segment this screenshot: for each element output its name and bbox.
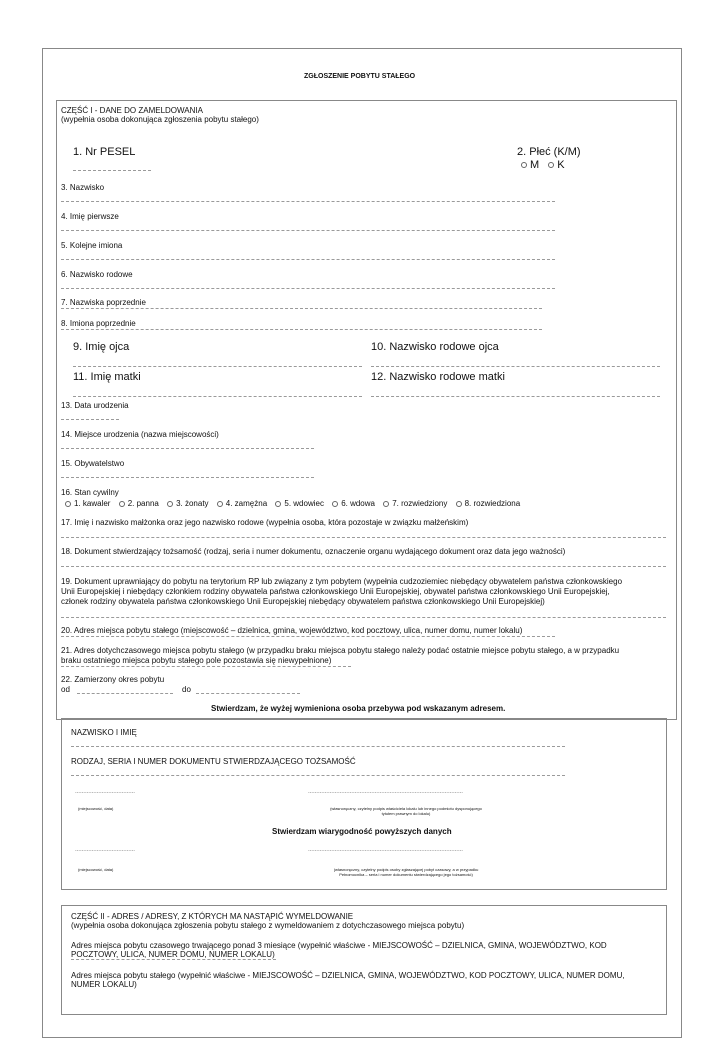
surname-label: 3. Nazwisko — [61, 183, 105, 192]
confirm-statement: Stwierdzam, że wyżej wymieniona osoba przebywa pod wskazanym adresem. — [211, 704, 506, 713]
declarant-place-date-dots[interactable]: ……………………………… — [75, 847, 135, 853]
father-surname-field[interactable] — [371, 366, 660, 367]
previous-address-label-2: braku ostatniego miejsca pobytu stałego pole pozostawia się niewypełnione) — [61, 656, 332, 665]
birth-date-field[interactable] — [61, 419, 119, 420]
marital-radio-5[interactable] — [275, 501, 281, 507]
marital-radio-2[interactable] — [119, 501, 125, 507]
declarant-signature-dots[interactable]: ………………………………………………………………………………… — [308, 847, 463, 853]
stay-to-field[interactable] — [196, 693, 300, 694]
permanent-address-field[interactable] — [61, 636, 555, 637]
residence-doc-label-1: 19. Dokument uprawniający do pobytu na terytorium RP lub związany z tym pobytem (wypełnia cudzoziemiec niebędący obywatelem państwa członkowskiego — [61, 577, 623, 586]
marital-option-3: 3. żonaty — [176, 499, 209, 508]
id-document-field[interactable] — [61, 566, 666, 567]
father-surname-label: 10. Nazwisko rodowe ojca — [371, 341, 499, 353]
marital-radio-4[interactable] — [217, 501, 223, 507]
temp-address-label-2: POCZTOWY, ULICA, NUMER DOMU, NUMER LOKALU) — [71, 950, 275, 959]
birth-place-label: 14. Miejsce urodzenia (nazwa miejscowości) — [61, 430, 219, 439]
marital-status-label: 16. Stan cywilny — [61, 488, 119, 497]
owner-box — [61, 718, 667, 890]
temp-address-label-1: Adres miejsca pobytu czasowego trwającego ponad 3 miesiące (wypełnić właściwe - MIEJSCOWOŚĆ – DZIELNICA, GMINA, WOJEWÓDZTWO, KOD — [71, 941, 607, 950]
owner-signature-dots[interactable]: ………………………………………………………………………………… — [308, 789, 463, 795]
declarant-signature-caption-line-1: (własnoręczny, czytelny podpis osoby zgłaszającej pobyt czasowy, a w przypadku — [333, 867, 479, 872]
part1-subheading: (wypełnia osoba dokonująca zgłoszenia pobytu stałego) — [61, 115, 259, 124]
owner-name-label: NAZWISKO I IMIĘ — [71, 728, 137, 737]
owner-doc-field[interactable] — [71, 775, 565, 776]
father-name-label: 9. Imię ojca — [73, 341, 130, 353]
marital-option-1: 1. kawaler — [74, 499, 111, 508]
mother-surname-field[interactable] — [371, 396, 660, 397]
sex-label: 2. Płeć (K/M) — [517, 146, 581, 158]
residence-doc-label-2: Unii Europejskiej i niebędący członkiem rodziny obywatela państwa członkowskiego Unii Europejskiej, obywatel państwa członkowskiego Unii Europejskiej, — [61, 587, 610, 596]
sex-k-radio[interactable] — [548, 162, 554, 168]
authenticity-statement: Stwierdzam wiarygodność powyższych danych — [272, 827, 452, 836]
marital-option-4: 4. zamężna — [225, 499, 268, 508]
previous-address-label-1: 21. Adres dotychczasowego miejsca pobytu stałego (w przypadku braku miejsca pobytu stałego należy podać ostatnie miejsce pobytu stałego, a w przypadku — [61, 646, 620, 655]
marital-radio-7[interactable] — [383, 501, 389, 507]
owner-name-field[interactable] — [71, 746, 565, 747]
previous-surnames-field[interactable] — [61, 308, 542, 309]
birth-date-label: 13. Data urodzenia — [61, 401, 129, 410]
mother-name-label: 11. Imię matki — [73, 371, 141, 383]
owner-signature-caption-line-2: tytułem prawnym do lokalu) — [381, 811, 431, 816]
marital-radio-3[interactable] — [167, 501, 173, 507]
permanent-address-label: 20. Adres miejsca pobytu stałego (miejscowość – dzielnica, gmina, województwo, kod pocztowy, ulica, numer domu, numer lokalu) — [61, 626, 523, 635]
sex-options — [521, 159, 565, 172]
stay-to-label: do — [182, 685, 191, 694]
previous-names-field[interactable] — [61, 329, 542, 330]
previous-surnames-label: 7. Nazwiska poprzednie — [61, 298, 146, 307]
residence-doc-label-3: członek rodziny obywatela państwa członkowskiego Unii Europejskiej niebędący obywatelem państwa członkowskiego Unii Europejskiej) — [61, 597, 545, 606]
previous-names-label: 8. Imiona poprzednie — [61, 319, 136, 328]
part2-heading: CZĘŚĆ II - ADRES / ADRESY, Z KTÓRYCH MA NASTĄPIĆ WYMELDOWANIE — [71, 912, 354, 921]
part2-subheading: (wypełnia osoba dokonująca zgłoszenia pobytu stałego z wymeldowaniem z dotychczasowego miejsca pobytu) — [71, 921, 465, 930]
sex-k-label: K — [557, 159, 565, 171]
previous-address-field[interactable] — [61, 666, 351, 667]
marital-option-2: 2. panna — [127, 499, 159, 508]
marital-radio-6[interactable] — [332, 501, 338, 507]
marital-option-6: 6. wdowa — [341, 499, 375, 508]
maiden-name-field[interactable] — [61, 288, 555, 289]
citizenship-label: 15. Obywatelstwo — [61, 459, 125, 468]
part1-heading: CZĘŚĆ I - DANE DO ZAMELDOWANIA — [61, 106, 203, 115]
other-names-field[interactable] — [61, 259, 555, 260]
marital-option-5: 5. wdowiec — [284, 499, 324, 508]
owner-place-date-dots[interactable]: ……………………………… — [75, 789, 135, 795]
maiden-name-label: 6. Nazwisko rodowe — [61, 270, 133, 279]
first-name-field[interactable] — [61, 230, 555, 231]
birth-place-field[interactable] — [61, 448, 314, 449]
marital-option-7: 7. rozwiedziony — [392, 499, 448, 508]
id-document-label: 18. Dokument stwierdzający tożsamość (rodzaj, seria i numer dokumentu, oznaczenie organu wydającego dokument oraz data jego ważności) — [61, 547, 566, 556]
perm-address-label-1: Adres miejsca pobytu stałego (wypełnić właściwe - MIEJSCOWOŚĆ – DZIELNICA, GMINA, WOJEWÓDZTWO, KOD POCZTOWY, ULICA, NUMER DOMU, — [71, 971, 625, 980]
marital-radio-8[interactable] — [456, 501, 462, 507]
owner-signature-caption-line-1: (własnoręczny, czytelny podpis właściciela lokalu lub innego podmiotu dysponującego — [330, 806, 482, 811]
declarant-signature-caption-line-2: Pełnomocnika – seria i numer dokumentu stwierdzającego jego tożsamość) — [339, 872, 473, 877]
sex-m-label: M — [530, 159, 540, 171]
residence-doc-field[interactable] — [61, 617, 666, 618]
mother-name-field[interactable] — [73, 396, 362, 397]
declarant-signature-caption — [296, 867, 516, 877]
owner-place-date-caption: (miejscowość, data) — [78, 806, 114, 811]
owner-doc-label: RODZAJ, SERIA I NUMER DOKUMENTU STWIERDZAJĄCEGO TOŻSAMOŚĆ — [71, 757, 356, 766]
citizenship-field[interactable] — [61, 477, 314, 478]
form-title: ZGŁOSZENIE POBYTU STAŁEGO — [304, 73, 416, 80]
declarant-place-date-caption: (miejscowość, data) — [78, 867, 114, 872]
pesel-label: 1. Nr PESEL — [73, 146, 136, 158]
stay-from-field[interactable] — [77, 693, 173, 694]
pesel-field[interactable] — [73, 170, 151, 171]
stay-period-label: 22. Zamierzony okres pobytu — [61, 675, 165, 684]
marital-option-8: 8. rozwiedziona — [464, 499, 521, 508]
sex-m-radio[interactable] — [521, 162, 527, 168]
father-name-field[interactable] — [73, 366, 362, 367]
temp-address-field[interactable] — [71, 959, 276, 960]
owner-signature-caption — [296, 806, 516, 816]
mother-surname-label: 12. Nazwisko rodowe matki — [371, 371, 505, 383]
first-name-label: 4. Imię pierwsze — [61, 212, 119, 221]
stay-from-label: od — [61, 685, 70, 694]
other-names-label: 5. Kolejne imiona — [61, 241, 123, 250]
surname-field[interactable] — [61, 201, 555, 202]
marital-status-options — [65, 499, 526, 509]
perm-address-label-2: NUMER LOKALU) — [71, 980, 137, 989]
spouse-field[interactable] — [61, 537, 666, 538]
marital-radio-1[interactable] — [65, 501, 71, 507]
spouse-label: 17. Imię i nazwisko małżonka oraz jego nazwisko rodowe (wypełnia osoba, która pozostaje w związku małżeńskim) — [61, 518, 469, 527]
